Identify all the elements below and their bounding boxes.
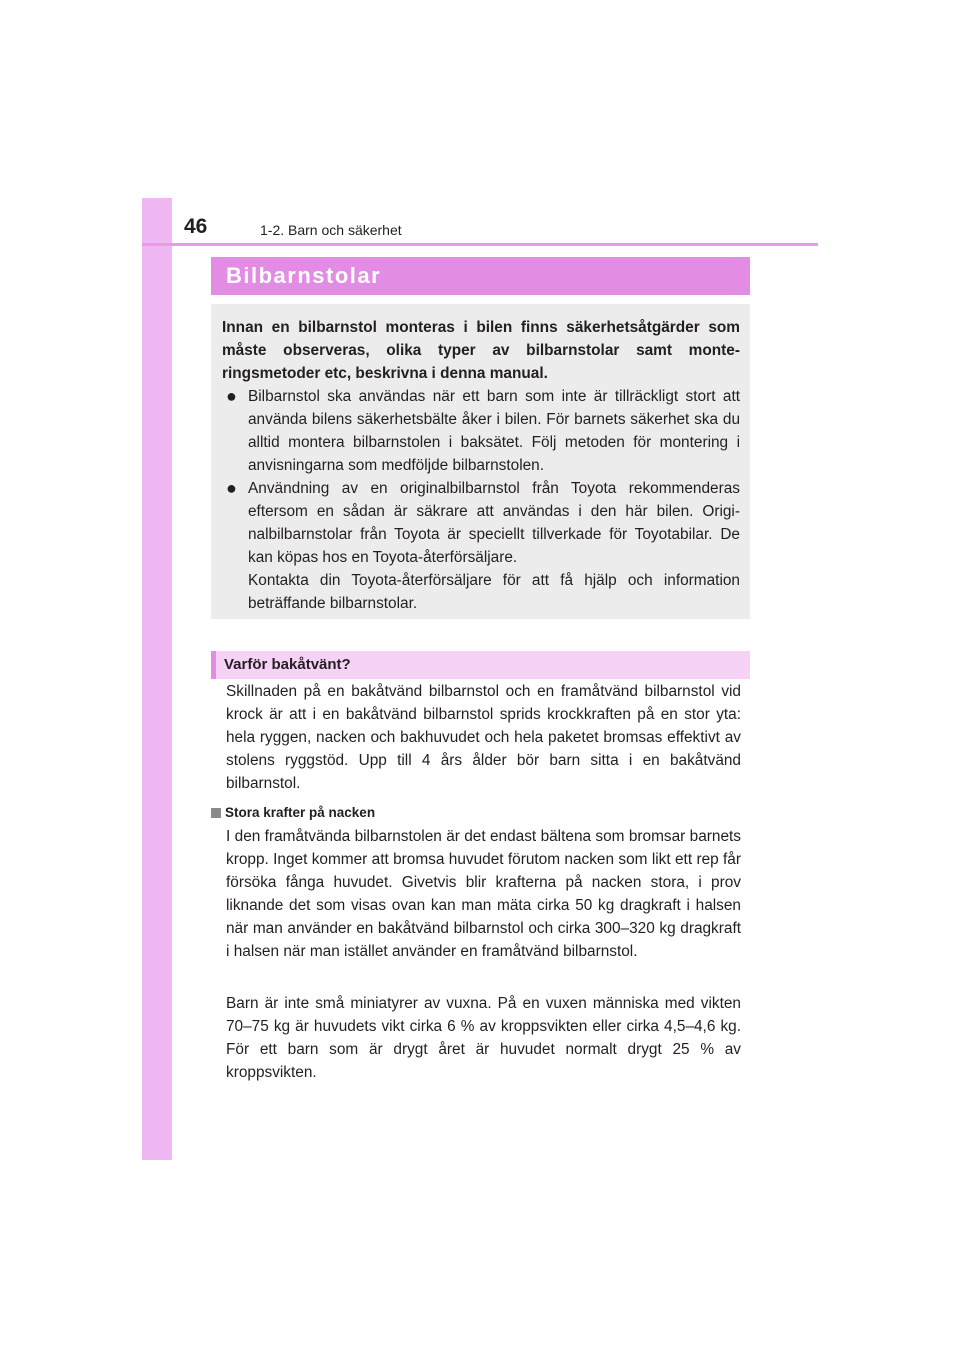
- subsection-paragraph: Skillnaden på en bakåtvänd bilbarnstol och en framåtvänd bilbarnstol vid krock är att i en bakåtvänd bilbarnstol sprids krockkraften på en stor yta: hela ryggen, nacken och bakhuvudet och hela paketet bromsas effektivt av stolens ryggstöd. Upp till 4 års ålder bör barn sitta i en bakåtvänd bilbarnstol.: [226, 683, 741, 792]
- section-title-bar: [211, 257, 750, 295]
- neck-forces-heading: [211, 805, 375, 820]
- bullet-dot-icon: ●: [226, 478, 237, 498]
- subsection-accent: [211, 651, 216, 679]
- bullet-text: Bilbarnstol ska användas när ett barn som inte är tillräckligt stort att använda bilens säkerhetsbälte åker i bilen. För barnets säkerhet ska du alltid montera bilbarnstolen i baksätet. Följ metoden för montering i anvisningarna som medföljde bilbarnstolen.: [248, 388, 740, 474]
- bullet-text: Användning av en originalbilbarnstol från Toyota rekommenderas eftersom en sådan är säkrare att användas i den här bilen. Originalbilbarnstolar från Toyota är speciellt tillverkade för Toyotabilar. De kan köpas hos en Toyota-återförsäljare.: [248, 480, 740, 566]
- neck-forces-paragraph: Barn är inte små miniatyrer av vuxna. På en vuxen människa med vikten 70–75 kg är huvudets vikt cirka 6 % av kroppsvikten eller cirka 4,5–4,6 kg. För ett barn som är drygt året är huvudet normalt drygt 25 % av kroppsvikten.: [226, 995, 741, 1081]
- neck-forces-label: Stora krafter på nacken: [225, 805, 376, 820]
- square-bullet-icon: [211, 808, 221, 818]
- intro-lead-text: Innan en bilbarnstol monteras i bilen finns säkerhetsåtgärder som måste observeras, olika typer av bilbarnstolar samt monteringsmetoder etc, beskrivna i denna manual.: [222, 319, 740, 382]
- header-rule: [142, 243, 818, 246]
- side-tab-strip: [142, 198, 172, 1160]
- page-title: Bilbarnstolar: [226, 263, 382, 288]
- neck-forces-paragraph: I den framåtvända bilbarnstolen är det endast bältena som bromsar barnets kropp. Inget kommer att bromsa huvudet förutom nacken som likt ett rep får försöka fånga huvudet. Givetvis blir krafterna på nacken stora, i prov liknande det som visas ovan kan man mäta cirka 50 kg dragkraft i halsen när man använder en bakåtvänd bilbarnstol och cirka 300–320 kg dragkraft i halsen när man istället använder en framåtvänd bilbarnstol.: [226, 828, 741, 960]
- subsection-title-bar: [211, 651, 750, 679]
- bullet-dot-icon: ●: [226, 386, 237, 406]
- page-number: 46: [184, 215, 208, 238]
- intro-bullet: [226, 385, 740, 477]
- intro-bullet: [226, 477, 740, 615]
- bullet-extra-text: Kontakta din Toyota-återförsäljare för att få hjälp och information beträffande bilbarnstolar.: [248, 572, 740, 612]
- subsection-title: Varför bakåtvänt?: [224, 656, 351, 673]
- breadcrumb: 1-2. Barn och säkerhet: [260, 222, 402, 238]
